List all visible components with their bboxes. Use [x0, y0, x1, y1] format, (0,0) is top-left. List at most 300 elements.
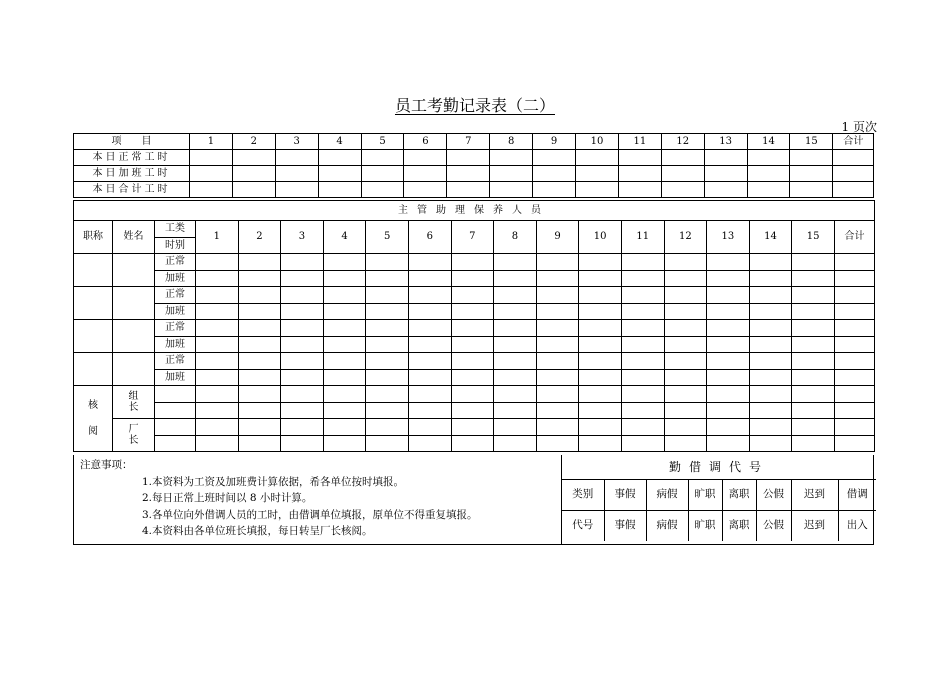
cell[interactable]: [536, 386, 579, 403]
cell[interactable]: [579, 287, 622, 304]
cell[interactable]: [238, 254, 281, 271]
cell[interactable]: [196, 270, 239, 287]
review-label: 核 阅: [74, 386, 113, 452]
cell[interactable]: [792, 419, 835, 436]
cell[interactable]: [536, 336, 579, 353]
cell[interactable]: [408, 287, 451, 304]
leave-cell: 迟到: [791, 480, 838, 511]
day-col: 5: [366, 221, 409, 254]
cell[interactable]: [238, 303, 281, 320]
leave-cell: 公假: [756, 480, 791, 511]
cell[interactable]: [664, 320, 707, 337]
cell[interactable]: [707, 419, 750, 436]
cell[interactable]: [834, 254, 874, 271]
cell[interactable]: [196, 320, 239, 337]
cell[interactable]: [196, 303, 239, 320]
name-cell[interactable]: [113, 353, 155, 386]
job-title-header: 职称: [74, 221, 113, 254]
cell[interactable]: [618, 150, 661, 166]
cell[interactable]: [664, 419, 707, 436]
cell[interactable]: [792, 402, 835, 419]
cell[interactable]: [323, 254, 366, 271]
cell[interactable]: [404, 150, 447, 166]
cell[interactable]: [576, 182, 619, 198]
name-cell[interactable]: [113, 320, 155, 353]
cell[interactable]: [792, 254, 835, 271]
cell[interactable]: [281, 254, 324, 271]
table-row: [74, 303, 875, 320]
total-col: 合计: [834, 221, 874, 254]
cell[interactable]: [621, 336, 664, 353]
cell[interactable]: [361, 150, 404, 166]
cell[interactable]: [366, 386, 409, 403]
cell[interactable]: [536, 402, 579, 419]
cell[interactable]: [318, 166, 361, 182]
cell[interactable]: [281, 336, 324, 353]
row-label: 本日合计工时: [74, 182, 190, 198]
cell[interactable]: [536, 254, 579, 271]
cell[interactable]: [494, 435, 537, 452]
cell[interactable]: [834, 303, 874, 320]
cell[interactable]: [749, 254, 792, 271]
cell[interactable]: [749, 435, 792, 452]
cell[interactable]: [834, 336, 874, 353]
cell[interactable]: [749, 386, 792, 403]
cell[interactable]: [536, 353, 579, 370]
cell[interactable]: [747, 150, 790, 166]
cell[interactable]: [490, 166, 533, 182]
cell[interactable]: [447, 182, 490, 198]
cell[interactable]: [661, 166, 704, 182]
day-col: 8: [494, 221, 537, 254]
cell[interactable]: [238, 402, 281, 419]
table-row: [74, 369, 875, 386]
cell[interactable]: [833, 150, 874, 166]
cell[interactable]: [579, 320, 622, 337]
leave-cell: 旷职: [688, 511, 722, 542]
cell[interactable]: [834, 287, 874, 304]
cell[interactable]: [155, 419, 196, 436]
cell[interactable]: [451, 369, 494, 386]
cell[interactable]: [238, 287, 281, 304]
note-item: 2.每日正常上班时间以 8 小时计算。: [142, 492, 313, 504]
day-col: 2: [232, 134, 275, 150]
cell[interactable]: [281, 386, 324, 403]
cell[interactable]: [447, 166, 490, 182]
cell[interactable]: [536, 419, 579, 436]
cell[interactable]: [366, 270, 409, 287]
cell[interactable]: [579, 419, 622, 436]
cell[interactable]: [232, 182, 275, 198]
cell[interactable]: [621, 435, 664, 452]
cell[interactable]: [323, 270, 366, 287]
job-title-cell[interactable]: [74, 287, 113, 320]
leave-cell: 借调: [838, 480, 876, 511]
name-cell[interactable]: [113, 254, 155, 287]
cell[interactable]: [451, 270, 494, 287]
cell[interactable]: [155, 386, 196, 403]
cell[interactable]: [704, 182, 747, 198]
cell[interactable]: [451, 435, 494, 452]
cell[interactable]: [792, 270, 835, 287]
cell[interactable]: [749, 353, 792, 370]
cell[interactable]: [196, 369, 239, 386]
cell[interactable]: [155, 435, 196, 452]
cell[interactable]: [447, 150, 490, 166]
cell[interactable]: [494, 402, 537, 419]
leave-cell: 公假: [756, 511, 791, 542]
cell[interactable]: [281, 353, 324, 370]
cell[interactable]: [366, 369, 409, 386]
cell[interactable]: [536, 287, 579, 304]
cell[interactable]: [707, 303, 750, 320]
cell[interactable]: [323, 320, 366, 337]
cell[interactable]: [749, 287, 792, 304]
day-col: 7: [451, 221, 494, 254]
cell[interactable]: [749, 303, 792, 320]
cell[interactable]: [792, 369, 835, 386]
header-row: [74, 134, 874, 150]
table-row: [74, 270, 875, 287]
job-title-cell[interactable]: [74, 254, 113, 287]
type-overtime: 加班: [155, 369, 196, 386]
form-title: 员工考勤记录表（二）: [394, 96, 555, 115]
cell[interactable]: [536, 435, 579, 452]
leave-cell: 离职: [722, 480, 756, 511]
table-row: [74, 166, 874, 182]
cell[interactable]: [576, 166, 619, 182]
cell[interactable]: [536, 303, 579, 320]
cell[interactable]: [451, 353, 494, 370]
cell[interactable]: [366, 353, 409, 370]
cell[interactable]: [408, 419, 451, 436]
cell[interactable]: [579, 254, 622, 271]
cell[interactable]: [281, 287, 324, 304]
cell[interactable]: [704, 150, 747, 166]
cell[interactable]: [494, 369, 537, 386]
cell[interactable]: [408, 369, 451, 386]
cell[interactable]: [664, 369, 707, 386]
cell[interactable]: [323, 287, 366, 304]
cell[interactable]: [404, 166, 447, 182]
cell[interactable]: [621, 386, 664, 403]
cell[interactable]: [747, 182, 790, 198]
cell[interactable]: [749, 336, 792, 353]
row-label: 本日正常工时: [74, 150, 190, 166]
cell[interactable]: [451, 320, 494, 337]
cell[interactable]: [494, 320, 537, 337]
cell[interactable]: [361, 182, 404, 198]
cell[interactable]: [834, 320, 874, 337]
cell[interactable]: [579, 270, 622, 287]
leave-cell: 病假: [646, 480, 688, 511]
cell[interactable]: [833, 166, 874, 182]
cell[interactable]: [281, 320, 324, 337]
cell[interactable]: [579, 435, 622, 452]
cell[interactable]: [621, 353, 664, 370]
day-col: 15: [792, 221, 835, 254]
cell[interactable]: [490, 182, 533, 198]
day-col: 9: [533, 134, 576, 150]
cell[interactable]: [792, 336, 835, 353]
staff-attendance-table: [73, 200, 875, 452]
job-title-cell[interactable]: [74, 320, 113, 353]
cell[interactable]: [621, 287, 664, 304]
leave-cell: 事假: [604, 480, 646, 511]
cell[interactable]: [707, 369, 750, 386]
cell[interactable]: [196, 353, 239, 370]
cell[interactable]: [232, 150, 275, 166]
cell[interactable]: [621, 270, 664, 287]
cell[interactable]: [749, 270, 792, 287]
cell[interactable]: [664, 303, 707, 320]
cell[interactable]: [451, 303, 494, 320]
cell[interactable]: [792, 353, 835, 370]
cell[interactable]: [408, 386, 451, 403]
cell[interactable]: [281, 419, 324, 436]
cell[interactable]: [533, 182, 576, 198]
cell[interactable]: [366, 419, 409, 436]
cell[interactable]: [494, 386, 537, 403]
daily-hours-table: [73, 133, 874, 198]
day-col: 1: [190, 134, 233, 150]
cell[interactable]: [834, 353, 874, 370]
cell[interactable]: [579, 402, 622, 419]
cell[interactable]: [707, 270, 750, 287]
cell[interactable]: [494, 287, 537, 304]
cell[interactable]: [196, 419, 239, 436]
cell[interactable]: [790, 150, 833, 166]
cell[interactable]: [408, 320, 451, 337]
cell[interactable]: [281, 435, 324, 452]
cell[interactable]: [238, 386, 281, 403]
cell[interactable]: [238, 320, 281, 337]
cell[interactable]: [533, 166, 576, 182]
cell[interactable]: [323, 386, 366, 403]
cell[interactable]: [833, 182, 874, 198]
cell[interactable]: [323, 336, 366, 353]
cell[interactable]: [621, 402, 664, 419]
cell[interactable]: [664, 287, 707, 304]
cell[interactable]: [323, 353, 366, 370]
cell[interactable]: [792, 287, 835, 304]
cell[interactable]: [366, 402, 409, 419]
cell[interactable]: [196, 386, 239, 403]
cell[interactable]: [664, 270, 707, 287]
day-col: 14: [747, 134, 790, 150]
cell[interactable]: [621, 419, 664, 436]
cell[interactable]: [664, 336, 707, 353]
cell[interactable]: [579, 336, 622, 353]
cell[interactable]: [275, 182, 318, 198]
cell[interactable]: [366, 287, 409, 304]
leave-cell: 离职: [722, 511, 756, 542]
cell[interactable]: [408, 303, 451, 320]
cell[interactable]: [704, 166, 747, 182]
cell[interactable]: [533, 150, 576, 166]
cell[interactable]: [323, 419, 366, 436]
cell[interactable]: [155, 402, 196, 419]
cell[interactable]: [366, 303, 409, 320]
cell[interactable]: [451, 287, 494, 304]
cell[interactable]: [238, 270, 281, 287]
cell[interactable]: [408, 336, 451, 353]
cell[interactable]: [707, 287, 750, 304]
cell[interactable]: [196, 402, 239, 419]
cell[interactable]: [661, 150, 704, 166]
day-col: 8: [490, 134, 533, 150]
cell[interactable]: [494, 270, 537, 287]
cell[interactable]: [323, 303, 366, 320]
cell[interactable]: [323, 435, 366, 452]
cell[interactable]: [834, 435, 874, 452]
cell[interactable]: [494, 254, 537, 271]
section-title-row: [74, 201, 875, 221]
cell[interactable]: [579, 353, 622, 370]
type-normal: 正常: [155, 287, 196, 304]
cell[interactable]: [281, 369, 324, 386]
type-normal: 正常: [155, 320, 196, 337]
cell[interactable]: [366, 336, 409, 353]
cell[interactable]: [451, 386, 494, 403]
cell[interactable]: [792, 435, 835, 452]
day-col: 6: [408, 221, 451, 254]
cell[interactable]: [232, 166, 275, 182]
cell[interactable]: [790, 182, 833, 198]
day-col: 11: [618, 134, 661, 150]
cell[interactable]: [196, 435, 239, 452]
cell[interactable]: [494, 419, 537, 436]
cell[interactable]: [792, 303, 835, 320]
cell[interactable]: [749, 402, 792, 419]
job-title-cell[interactable]: [74, 353, 113, 386]
cell[interactable]: [621, 320, 664, 337]
cell[interactable]: [536, 369, 579, 386]
cell[interactable]: [707, 386, 750, 403]
cell[interactable]: [323, 402, 366, 419]
cell[interactable]: [834, 419, 874, 436]
cell[interactable]: [318, 150, 361, 166]
cell[interactable]: [408, 402, 451, 419]
leave-cell: 旷职: [688, 480, 722, 511]
table-row: [74, 320, 875, 337]
cell[interactable]: [749, 419, 792, 436]
cell[interactable]: [323, 369, 366, 386]
cell[interactable]: [366, 254, 409, 271]
cell[interactable]: [238, 419, 281, 436]
cell[interactable]: [792, 320, 835, 337]
cell[interactable]: [408, 353, 451, 370]
cell[interactable]: [190, 182, 233, 198]
cell[interactable]: [621, 369, 664, 386]
cell[interactable]: [747, 166, 790, 182]
cell[interactable]: [536, 270, 579, 287]
cell[interactable]: [790, 166, 833, 182]
cell[interactable]: [490, 150, 533, 166]
review-row: [74, 435, 875, 452]
cell[interactable]: [451, 402, 494, 419]
cell[interactable]: [494, 303, 537, 320]
cell[interactable]: [366, 435, 409, 452]
type-header: 工类: [155, 221, 196, 238]
cell[interactable]: [579, 369, 622, 386]
cell[interactable]: [404, 182, 447, 198]
cell[interactable]: [664, 254, 707, 271]
day-col: 6: [404, 134, 447, 150]
cell[interactable]: [618, 166, 661, 182]
day-col: 13: [704, 134, 747, 150]
cell[interactable]: [707, 435, 750, 452]
cell[interactable]: [621, 303, 664, 320]
cell[interactable]: [196, 287, 239, 304]
cell[interactable]: [238, 336, 281, 353]
cell[interactable]: [707, 254, 750, 271]
cell[interactable]: [281, 303, 324, 320]
cell[interactable]: [792, 386, 835, 403]
cell[interactable]: [834, 270, 874, 287]
cell[interactable]: [536, 320, 579, 337]
cell[interactable]: [361, 166, 404, 182]
cell[interactable]: [749, 369, 792, 386]
cell[interactable]: [664, 435, 707, 452]
cell[interactable]: [834, 369, 874, 386]
cell[interactable]: [576, 150, 619, 166]
cell[interactable]: [707, 336, 750, 353]
cell[interactable]: [275, 166, 318, 182]
cell[interactable]: [318, 182, 361, 198]
cell[interactable]: [664, 353, 707, 370]
cell[interactable]: [749, 320, 792, 337]
cell[interactable]: [238, 369, 281, 386]
cell[interactable]: [190, 166, 233, 182]
cell[interactable]: [451, 419, 494, 436]
cell[interactable]: [707, 320, 750, 337]
cell[interactable]: [408, 435, 451, 452]
group-leader-label: 组 长: [113, 386, 155, 419]
cell[interactable]: [281, 270, 324, 287]
cell[interactable]: [451, 254, 494, 271]
cell[interactable]: [494, 336, 537, 353]
cell[interactable]: [238, 353, 281, 370]
cell[interactable]: [707, 353, 750, 370]
cell[interactable]: [238, 435, 281, 452]
cell[interactable]: [494, 353, 537, 370]
cell[interactable]: [834, 386, 874, 403]
cell[interactable]: [190, 150, 233, 166]
cell[interactable]: [834, 402, 874, 419]
cell[interactable]: [664, 402, 707, 419]
cell[interactable]: [579, 303, 622, 320]
cell[interactable]: [366, 320, 409, 337]
cell[interactable]: [196, 254, 239, 271]
cell[interactable]: [621, 254, 664, 271]
cell[interactable]: [618, 182, 661, 198]
cell[interactable]: [664, 386, 707, 403]
cell[interactable]: [408, 254, 451, 271]
name-cell[interactable]: [113, 287, 155, 320]
cell[interactable]: [451, 336, 494, 353]
cell[interactable]: [579, 386, 622, 403]
table-row: [74, 150, 874, 166]
leave-cell: 病假: [646, 511, 688, 542]
cell[interactable]: [707, 402, 750, 419]
cell[interactable]: [281, 402, 324, 419]
cell[interactable]: [661, 182, 704, 198]
cell[interactable]: [196, 336, 239, 353]
cell[interactable]: [275, 150, 318, 166]
footer-section: [73, 455, 874, 545]
cell[interactable]: [408, 270, 451, 287]
